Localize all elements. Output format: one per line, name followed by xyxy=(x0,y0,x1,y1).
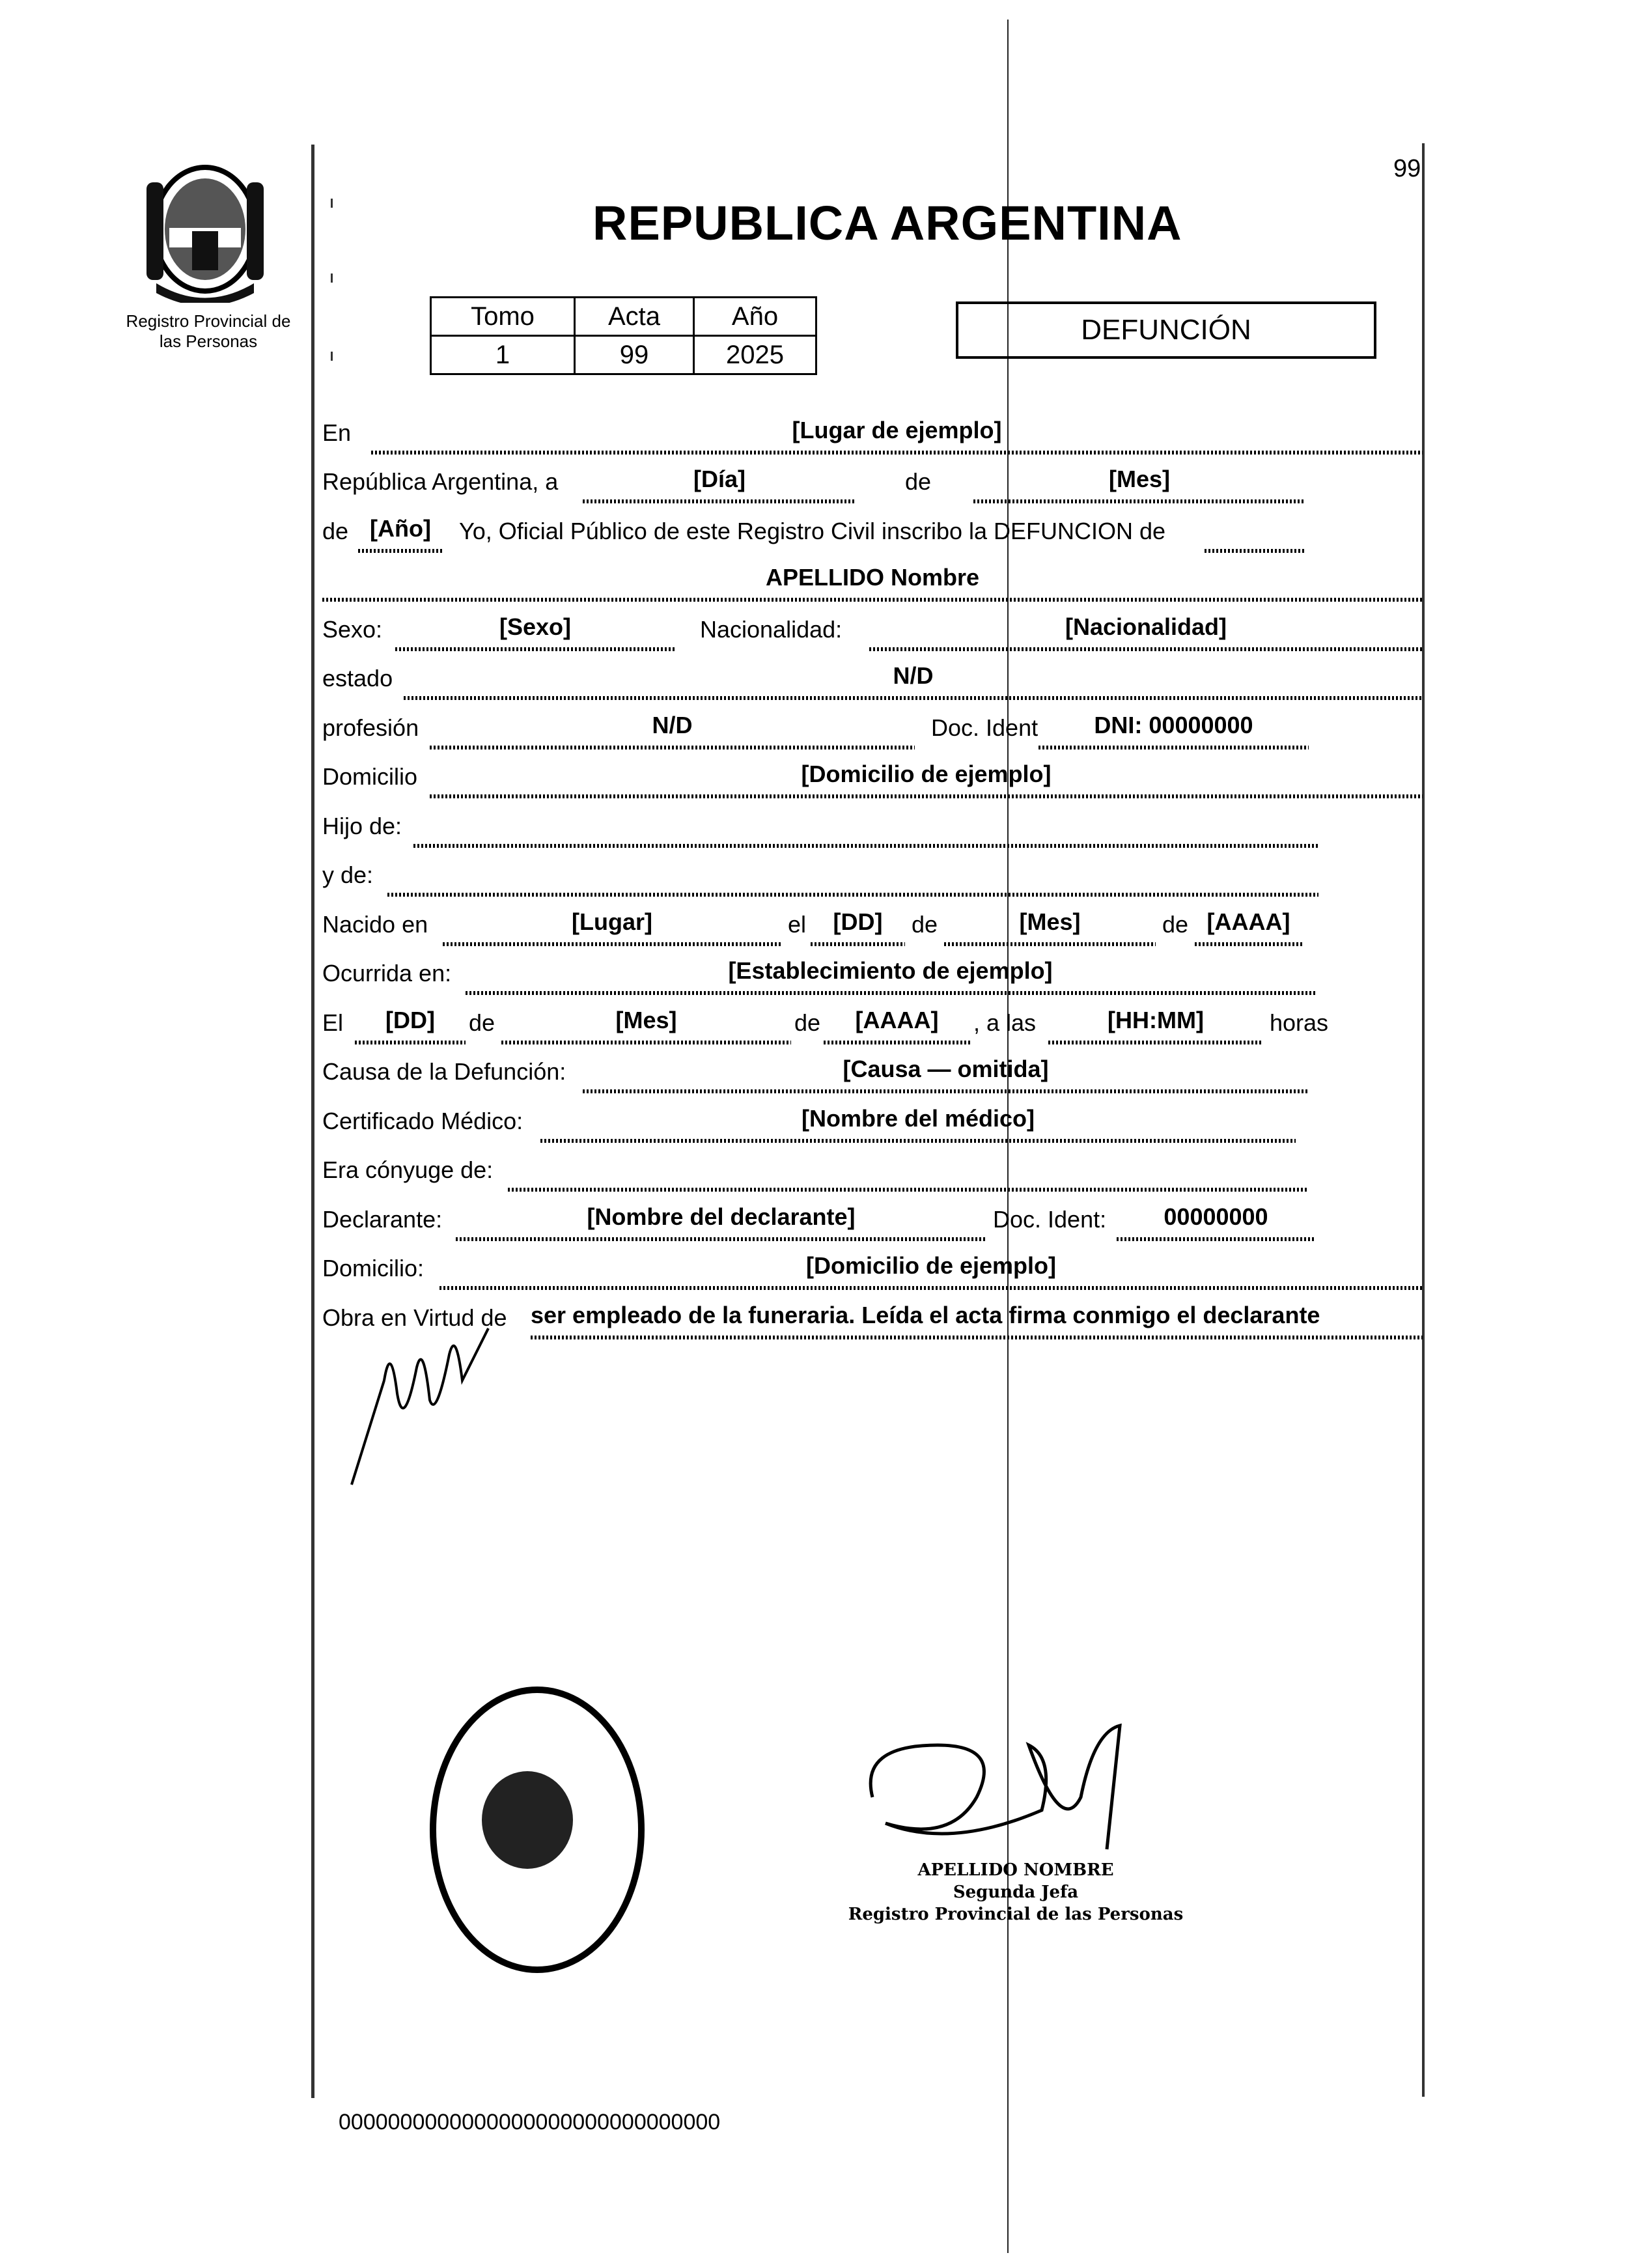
value-birth-month: [Mes] xyxy=(1019,908,1081,935)
record-number-table xyxy=(430,296,817,375)
row-ocurrida xyxy=(322,950,1423,1000)
official-role: Segunda Jefa xyxy=(953,1883,1079,1902)
fill-line xyxy=(1039,746,1309,749)
fill-line xyxy=(508,1188,1309,1192)
value-death-year: [AAAA] xyxy=(855,1006,939,1033)
label-de: de xyxy=(794,1009,821,1036)
row-estado xyxy=(322,655,1423,705)
fill-line xyxy=(869,647,1423,651)
label-republica: República Argentina, a xyxy=(322,468,559,495)
label-de: de xyxy=(322,517,349,544)
fill-line xyxy=(1117,1237,1315,1241)
label-nacionalidad: Nacionalidad: xyxy=(700,615,843,643)
fill-line xyxy=(811,942,905,946)
value-cause: [Causa — omitida] xyxy=(843,1056,1049,1082)
fill-line xyxy=(371,451,1423,455)
acta-value: 99 xyxy=(575,336,694,374)
value-place: [Lugar de ejemplo] xyxy=(792,416,1002,443)
provincial-crest-icon xyxy=(140,156,270,303)
fill-line xyxy=(413,844,1318,848)
fill-line xyxy=(540,1139,1296,1143)
fill-line xyxy=(466,991,1315,995)
fill-line xyxy=(355,1041,466,1044)
row-el xyxy=(322,999,1423,1048)
row-sexo xyxy=(322,606,1423,655)
fill-line xyxy=(583,499,856,503)
value-declarant-doc: 00000000 xyxy=(1164,1203,1268,1230)
page-title: REPUBLICA ARGENTINA xyxy=(592,196,1182,250)
value-year: [Año] xyxy=(370,514,431,542)
label-official-statement: Yo, Oficial Público de este Registro Civil inscribo la DEFUNCION de xyxy=(459,517,1166,544)
label-sexo: Sexo: xyxy=(322,615,383,643)
label-nacido-en: Nacido en xyxy=(322,910,428,938)
row-anio xyxy=(322,507,1423,557)
fill-line xyxy=(501,1041,791,1044)
label-y-de: y de: xyxy=(322,861,374,888)
label-de: de xyxy=(912,910,938,938)
margin-tick xyxy=(331,199,333,208)
fill-line xyxy=(322,598,1423,602)
fill-line xyxy=(387,893,1318,897)
row-hijo-de xyxy=(322,802,1423,852)
death-record-form xyxy=(322,409,1423,1343)
label-de: de xyxy=(1162,910,1189,938)
label-horas: horas xyxy=(1270,1009,1329,1036)
official-name: APELLIDO NOMBRE xyxy=(917,1860,1114,1880)
fill-line xyxy=(430,746,915,749)
value-day-words: [Día] xyxy=(693,466,746,492)
fill-line xyxy=(531,1336,1423,1339)
official-office: Registro Provincial de las Personas xyxy=(848,1905,1184,1924)
label-domicilio: Domicilio xyxy=(322,763,418,790)
label-estado: estado xyxy=(322,665,393,692)
value-birth-year: [AAAA] xyxy=(1206,908,1290,935)
registry-label: Registro Provincial de las Personas xyxy=(126,311,291,351)
row-declarante xyxy=(322,1196,1423,1245)
fill-line xyxy=(456,1237,986,1241)
label-certificado: Certificado Médico: xyxy=(322,1107,523,1134)
row-y-de xyxy=(322,852,1423,901)
value-death-month: [Mes] xyxy=(615,1006,677,1033)
fill-line xyxy=(439,1286,1423,1290)
row-domicilio-declarante xyxy=(322,1245,1423,1295)
label-obra: Obra en Virtud de xyxy=(322,1304,507,1331)
label-ocurrida-en: Ocurrida en: xyxy=(322,960,452,987)
value-profession: N/D xyxy=(652,711,693,738)
value-address: [Domicilio de ejemplo] xyxy=(801,761,1052,787)
value-death-place: [Establecimiento de ejemplo] xyxy=(728,957,1053,984)
value-deceased-name: APELLIDO Nombre xyxy=(765,564,980,591)
stamp-crest-icon xyxy=(482,1771,573,1869)
declarant-signature-icon xyxy=(345,1302,495,1491)
fill-line xyxy=(430,794,1423,798)
row-nacido xyxy=(322,901,1423,950)
row-fecha xyxy=(322,458,1423,508)
fill-line xyxy=(1205,549,1305,553)
value-month: [Mes] xyxy=(1108,466,1170,492)
fill-line xyxy=(404,696,1423,700)
record-type-box: DEFUNCIÓN xyxy=(956,301,1376,359)
label-doc-ident: Doc. Ident xyxy=(931,714,1039,741)
fill-line xyxy=(944,942,1156,946)
fill-line xyxy=(395,647,675,651)
row-profesion xyxy=(322,704,1423,753)
official-name-block xyxy=(846,1859,1185,1925)
row-causa xyxy=(322,1048,1423,1098)
label-de: de xyxy=(905,468,932,495)
tomo-value: 1 xyxy=(431,336,575,374)
value-declarant: [Nombre del declarante] xyxy=(587,1203,856,1230)
value-death-day: [DD] xyxy=(385,1006,435,1033)
label-a-las: , a las xyxy=(973,1009,1037,1036)
anio-header: Año xyxy=(694,298,816,336)
row-nombre xyxy=(322,557,1423,606)
tomo-header: Tomo xyxy=(431,298,575,336)
fill-line xyxy=(973,499,1305,503)
label-conyuge: Era cónyuge de: xyxy=(322,1156,494,1183)
value-birth-day: [DD] xyxy=(833,908,883,935)
page-number: 99 xyxy=(1393,155,1421,182)
label-doc-ident: Doc. Ident: xyxy=(993,1205,1107,1233)
label-de: de xyxy=(469,1009,495,1036)
row-conyuge xyxy=(322,1147,1423,1196)
label-profesion: profesión xyxy=(322,714,419,741)
document-hash: 0000000000000000000000000000000 xyxy=(339,2110,721,2135)
label-causa: Causa de la Defunción: xyxy=(322,1058,566,1085)
fill-line xyxy=(583,1089,1309,1093)
margin-tick xyxy=(331,273,333,283)
label-declarante: Declarante: xyxy=(322,1205,443,1233)
left-margin-line xyxy=(311,145,314,2098)
label-en: En xyxy=(322,419,352,446)
value-nationality: [Nacionalidad] xyxy=(1065,613,1227,640)
row-domicilio xyxy=(322,753,1423,803)
label-el: El xyxy=(322,1009,344,1036)
value-reason: ser empleado de la funeraria. Leída el acta firma conmigo el declarante xyxy=(531,1301,1320,1328)
margin-tick xyxy=(331,352,333,361)
row-en xyxy=(322,409,1423,458)
label-domicilio: Domicilio: xyxy=(322,1255,425,1281)
fill-line xyxy=(358,549,443,553)
value-declarant-address: [Domicilio de ejemplo] xyxy=(805,1252,1057,1279)
fill-line xyxy=(824,1041,970,1044)
official-signature-icon xyxy=(846,1719,1159,1856)
label-hijo-de: Hijo de: xyxy=(322,812,402,839)
value-birthplace: [Lugar] xyxy=(572,908,652,935)
value-death-time: [HH:MM] xyxy=(1108,1006,1204,1033)
fill-line xyxy=(1195,942,1302,946)
fill-line xyxy=(1048,1041,1263,1044)
value-doc-ident: DNI: 00000000 xyxy=(1094,711,1253,738)
anio-value: 2025 xyxy=(694,336,816,374)
acta-header: Acta xyxy=(575,298,694,336)
label-el: el xyxy=(788,910,807,938)
fill-line xyxy=(443,942,781,946)
value-sex: [Sexo] xyxy=(499,613,572,640)
value-civil-status: N/D xyxy=(893,662,934,689)
value-physician: [Nombre del médico] xyxy=(801,1104,1035,1132)
row-certificado xyxy=(322,1097,1423,1147)
